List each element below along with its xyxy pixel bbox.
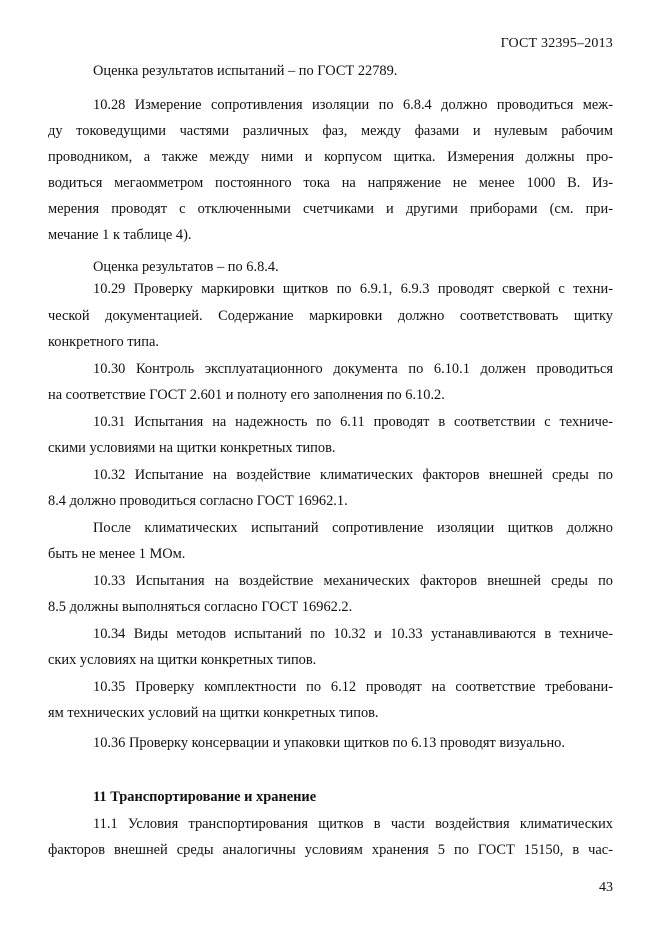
text-line: мерения проводят с отключенными счетчиками и другими приборами (см. при- (48, 201, 613, 217)
text-line: 10.30 Контроль эксплуатационного документа по 6.10.1 должен проводиться (93, 361, 613, 377)
text-line: факторов внешней среды аналогичны условиям хранения 5 по ГОСТ 15150, в час- (48, 842, 613, 858)
text-line: ческой документацией. Содержание маркировки должно соответствовать щитку (48, 308, 613, 324)
text-line: 10.33 Испытания на воздействие механических факторов внешней среды по (93, 573, 613, 589)
text-line: 10.34 Виды методов испытаний по 10.32 и 10.33 устанавливаются в техниче- (93, 626, 613, 642)
text-line: Оценка результатов испытаний – по ГОСТ 22789. (93, 63, 398, 79)
text-line: 8.4 должно проводиться согласно ГОСТ 16962.1. (48, 493, 348, 509)
text-line: 11.1 Условия транспортирования щитков в части воздействия климатических (93, 816, 613, 832)
text-line: ских условиях на щитки конкретных типов. (48, 652, 317, 668)
text-line: водиться мегаомметром постоянного тока на напряжение не менее 1000 В. Из- (48, 175, 613, 191)
page-number: 43 (599, 880, 613, 895)
text-line: ям технических условий на щитки конкретных типов. (48, 705, 379, 721)
text-line: мечание 1 к таблице 4). (48, 227, 192, 243)
text-line: 8.5 должны выполняться согласно ГОСТ 16962.2. (48, 599, 353, 615)
text-line: скими условиями на щитки конкретных типов. (48, 440, 336, 456)
text-line: 10.31 Испытания на надежность по 6.11 проводят в соответствии с техниче- (93, 414, 613, 430)
text-line: быть не менее 1 МОм. (48, 546, 186, 562)
text-line: конкретного типа. (48, 334, 159, 350)
text-line: После климатических испытаний сопротивление изоляции щитков должно (93, 520, 613, 536)
text-line: 10.28 Измерение сопротивления изоляции по 6.8.4 должно проводиться меж- (93, 97, 613, 113)
text-line: 10.29 Проверку маркировки щитков по 6.9.1, 6.9.3 проводят сверкой с техни- (93, 281, 613, 297)
text-line: проводником, а также между ними и корпусом щитка. Измерения должны про- (48, 149, 613, 165)
text-line: ду токоведущими частями различных фаз, между фазами и нулевым рабочим (48, 123, 613, 139)
text-line: 10.32 Испытание на воздействие климатических факторов внешней среды по (93, 467, 613, 483)
text-line: Оценка результатов – по 6.8.4. (93, 259, 279, 275)
doc-header: ГОСТ 32395–2013 (500, 36, 613, 51)
text-line: на соответствие ГОСТ 2.601 и полноту его заполнения по 6.10.2. (48, 387, 445, 403)
section-heading: 11 Транспортирование и хранение (93, 789, 317, 805)
text-line: 10.35 Проверку комплектности по 6.12 проводят на соответствие требовани- (93, 679, 613, 695)
text-line: 10.36 Проверку консервации и упаковки щитков по 6.13 проводят визуально. (93, 735, 565, 751)
